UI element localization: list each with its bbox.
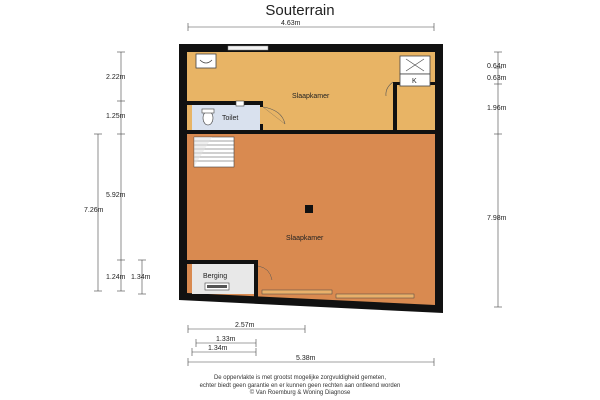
dim-1-34-bottom: 1.34m: [208, 345, 228, 352]
berging-wall-right: [254, 260, 258, 297]
partition-wall-right: [318, 130, 435, 134]
dim-1-34: 1.34m: [131, 274, 151, 281]
room-label-k: K: [412, 78, 417, 85]
dim-1-33: 1.33m: [216, 336, 236, 343]
dim-1-96: 1.96m: [487, 105, 507, 112]
stairs: [194, 137, 234, 167]
svg-text:4.63m: 4.63m: [281, 20, 301, 27]
dim-7-26: 7.26m: [84, 207, 104, 214]
dim-2-57: 2.57m: [235, 322, 255, 329]
column: [305, 205, 313, 213]
sink: [196, 54, 216, 68]
dim-1-25: 1.25m: [106, 113, 126, 120]
room-label-slaapkamer-top: Slaapkamer: [292, 93, 330, 100]
disclaimer: [150, 375, 450, 398]
room-label-berging: Berging: [203, 273, 228, 280]
dimension-left-inner: [117, 52, 125, 291]
dim-7-98: 7.98m: [487, 215, 507, 222]
inner-wall-right: [393, 82, 397, 130]
window-top: [228, 46, 268, 50]
dim-5-92: 5.92m: [106, 192, 126, 199]
berging-wall-top: [187, 260, 257, 264]
plan-title: Souterrain: [265, 2, 335, 19]
disclaimer-line-1: De oppervlakte is met grootst mogelijke zorgvuldigheid gemeten,: [213, 375, 387, 381]
dim-5-38: 5.38m: [296, 355, 316, 362]
dim-1-24: 1.24m: [106, 274, 126, 281]
dim-0-64: 0.64m: [487, 63, 507, 70]
disclaimer-line-2: echter biedt geen garantie en er kunnen geen rechten aan ontleend worden: [199, 382, 401, 389]
toilet-wall-top: [187, 101, 260, 105]
partition-wall-left: [187, 130, 233, 134]
window-bottom-1: [262, 290, 332, 294]
small-washbasin: [236, 101, 244, 106]
dim-0-63: 0.63m: [487, 75, 507, 82]
toilet-wall-right: [260, 101, 263, 107]
window-bottom-2: [336, 294, 414, 298]
dimension-top: [188, 20, 434, 31]
room-label-toilet: Toilet: [222, 115, 239, 122]
dim-2-22: 2.22m: [106, 74, 126, 81]
disclaimer-line-3: © Van Roemburg & Woning Diagnose: [249, 390, 351, 396]
dimension-right: [494, 52, 502, 307]
toilet-wall-right-lower: [260, 124, 263, 130]
room-label-slaapkamer-main: Slaapkamer: [286, 235, 324, 242]
